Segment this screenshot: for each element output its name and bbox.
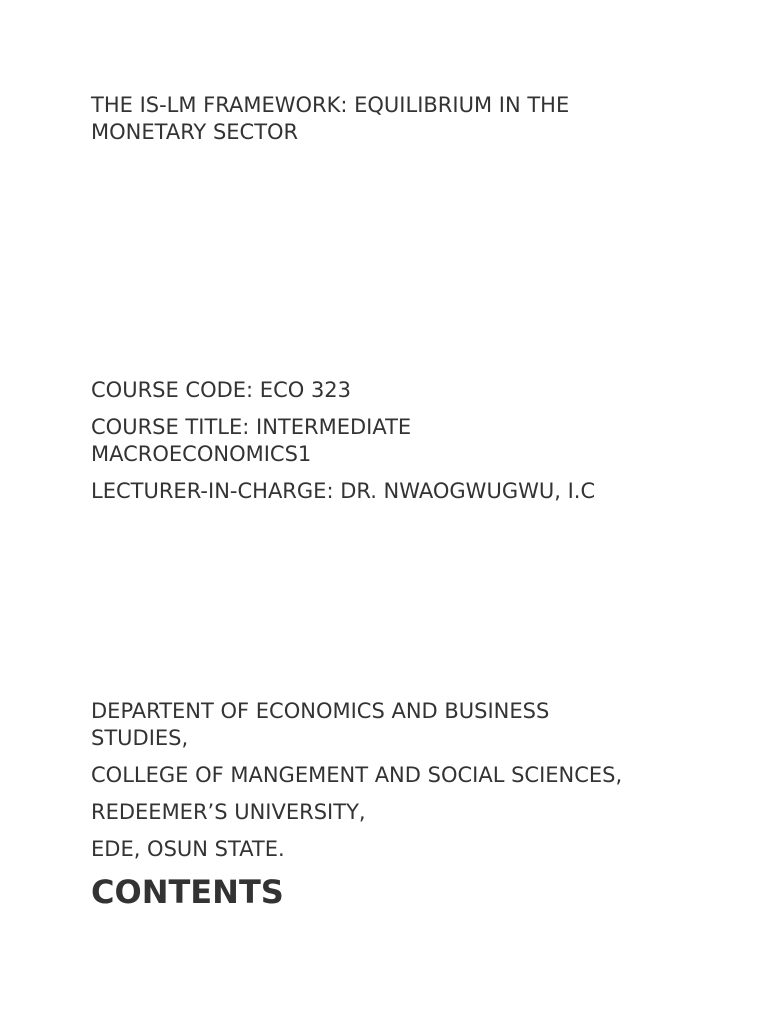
- contents-heading: CONTENTS: [91, 873, 284, 911]
- department-name: DEPARTENT OF ECONOMICS AND BUSINESS STUDIES,: [91, 699, 550, 750]
- document-title: THE IS-LM FRAMEWORK: EQUILIBRIUM IN THE MONETARY SECTOR: [91, 93, 570, 144]
- university-name: REDEEMER’S UNIVERSITY,: [91, 800, 366, 824]
- lecturer-in-charge: LECTURER-IN-CHARGE: DR. NWAOGWUGWU, I.C: [91, 479, 596, 503]
- course-title: COURSE TITLE: INTERMEDIATE MACROECONOMICS1: [91, 415, 412, 466]
- college-name: COLLEGE OF MANGEMENT AND SOCIAL SCIENCES,: [91, 763, 623, 787]
- course-code: COURSE CODE: ECO 323: [91, 378, 352, 402]
- location: EDE, OSUN STATE.: [91, 837, 285, 861]
